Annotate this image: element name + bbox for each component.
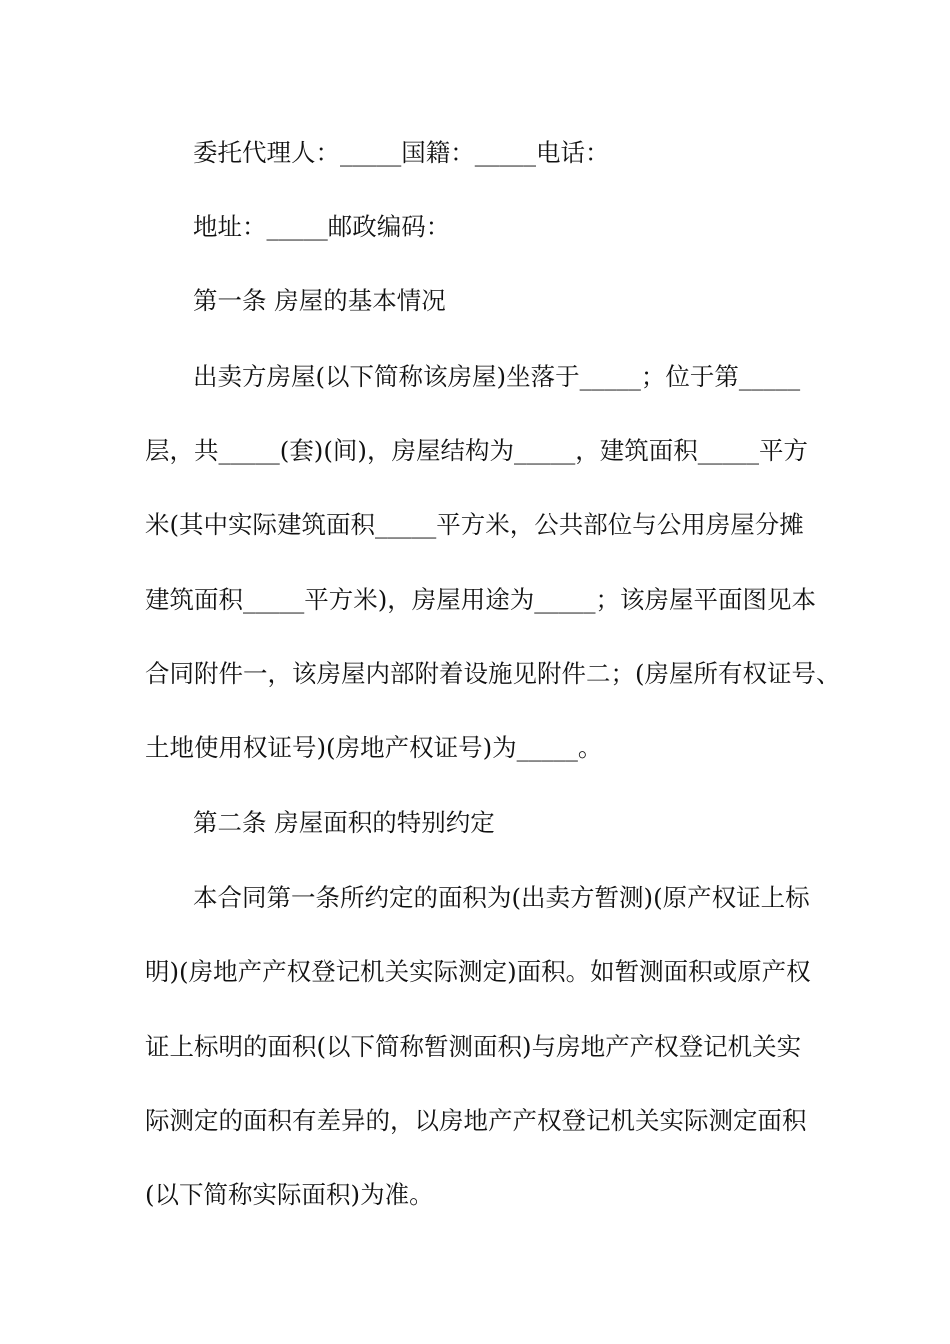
paragraph-line: 合同附件一，该房屋内部附着设施见附件二；(房屋所有权证号、 — [145, 659, 841, 688]
paragraph-line: 本合同第一条所约定的面积为(出卖方暂测)(原产权证上标 — [193, 883, 810, 912]
paragraph-line: 米(其中实际建筑面积_____平方米，公共部位与公用房屋分摊 — [145, 510, 804, 539]
paragraph-line: 证上标明的面积(以下简称暂测面积)与房地产产权登记机关实 — [145, 1032, 802, 1061]
agent-line: 委托代理人：_____国籍：_____电话： — [193, 138, 610, 167]
article-2-heading: 第二条 房屋面积的特别约定 — [193, 808, 495, 837]
paragraph-line: 明)(房地产产权登记机关实际测定)面积。如暂测面积或原产权 — [145, 957, 811, 986]
address-line: 地址：_____邮政编码： — [193, 212, 451, 241]
paragraph-line: 层，共_____(套)(间)，房屋结构为_____，建筑面积_____平方 — [145, 436, 808, 465]
paragraph-line: 土地使用权证号)(房地产权证号)为_____。 — [145, 733, 603, 762]
article-1-heading: 第一条 房屋的基本情况 — [193, 286, 446, 315]
paragraph-line: 出卖方房屋(以下简称该房屋)坐落于_____；位于第_____ — [193, 362, 801, 391]
paragraph-line: 际测定的面积有差异的，以房地产产权登记机关实际测定面积 — [145, 1106, 807, 1135]
paragraph-line: (以下简称实际面积)为准。 — [145, 1180, 434, 1209]
paragraph-line: 建筑面积_____平方米)，房屋用途为_____；该房屋平面图见本 — [145, 585, 817, 614]
